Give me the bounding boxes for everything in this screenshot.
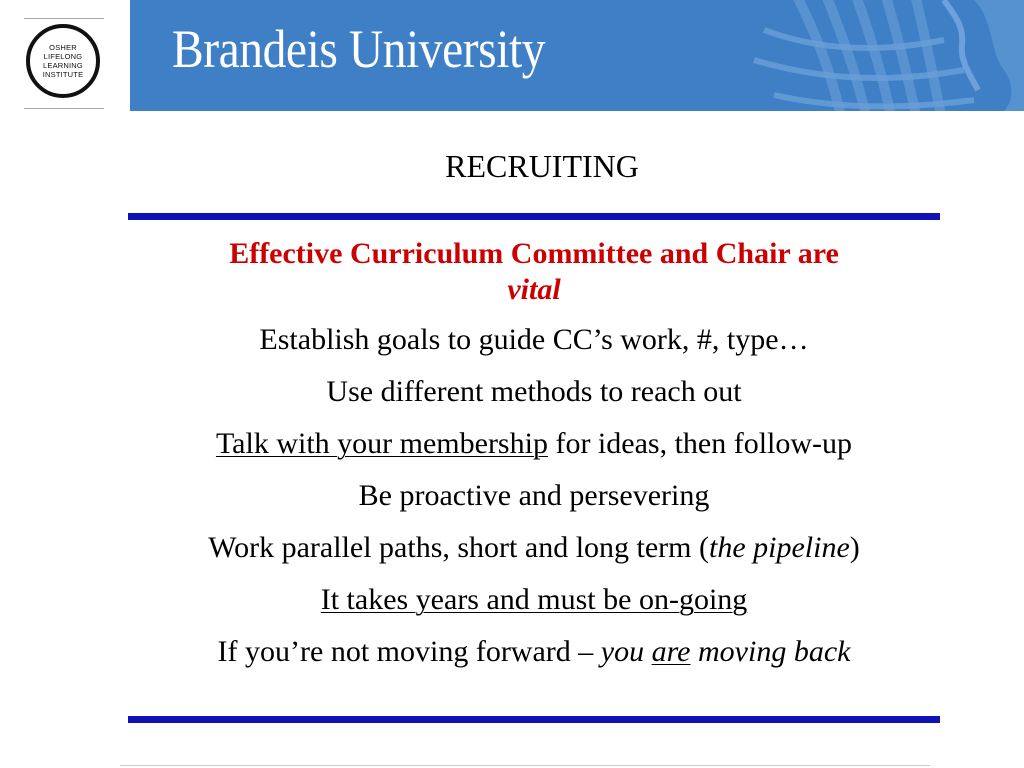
footer-line xyxy=(120,765,930,766)
you-italic: you xyxy=(600,635,652,668)
logo-text-learning: LEARNING xyxy=(43,61,83,70)
bullet-talk-membership xyxy=(128,424,940,464)
bullet-establish-goals: Establish goals to guide CC’s work, #, type… xyxy=(259,323,809,356)
are-italic-underlined: are xyxy=(651,635,691,668)
bullet-proactive: Be proactive and persevering xyxy=(358,479,710,512)
parallel-paths-close: ) xyxy=(849,531,860,564)
header-banner xyxy=(130,0,1024,111)
osher-logo xyxy=(26,24,100,98)
logo-text-institute: INSTITUTE xyxy=(42,70,84,79)
pipeline-italic: the pipeline xyxy=(709,531,850,564)
torch-emblem-graphic xyxy=(644,0,1024,111)
logo-text-lifelong: LIFELONG xyxy=(43,52,83,61)
logo-text-osher: OSHER xyxy=(49,43,77,52)
headline xyxy=(128,236,940,308)
parallel-paths-text: Work parallel paths, short and long term ( xyxy=(208,531,709,564)
bullet-different-methods: Use different methods to reach out xyxy=(326,375,742,408)
divider-rule-top xyxy=(128,213,940,220)
headline-emphasis: vital xyxy=(507,273,561,306)
bullet-parallel-paths xyxy=(128,528,940,568)
logo-divider-top xyxy=(24,18,104,19)
slide-content xyxy=(128,236,940,684)
talk-membership-underlined: Talk with your membership xyxy=(215,427,548,460)
divider-rule-bottom xyxy=(128,716,940,723)
talk-membership-rest: for ideas, then follow-up xyxy=(547,427,853,460)
headline-text: Effective Curriculum Committee and Chair are xyxy=(229,237,839,270)
bullet-moving-forward xyxy=(128,632,940,672)
bullet-takes-years xyxy=(128,580,940,620)
moving-forward-text: If you’re not moving forward – xyxy=(217,635,601,668)
logo-divider-bottom xyxy=(24,108,104,109)
takes-years-underlined: It takes years and must be on-going xyxy=(320,583,748,616)
university-name: Brandeis University xyxy=(172,19,546,79)
slide-title: RECRUITING xyxy=(445,148,639,184)
moving-back-italic: moving back xyxy=(690,635,851,668)
